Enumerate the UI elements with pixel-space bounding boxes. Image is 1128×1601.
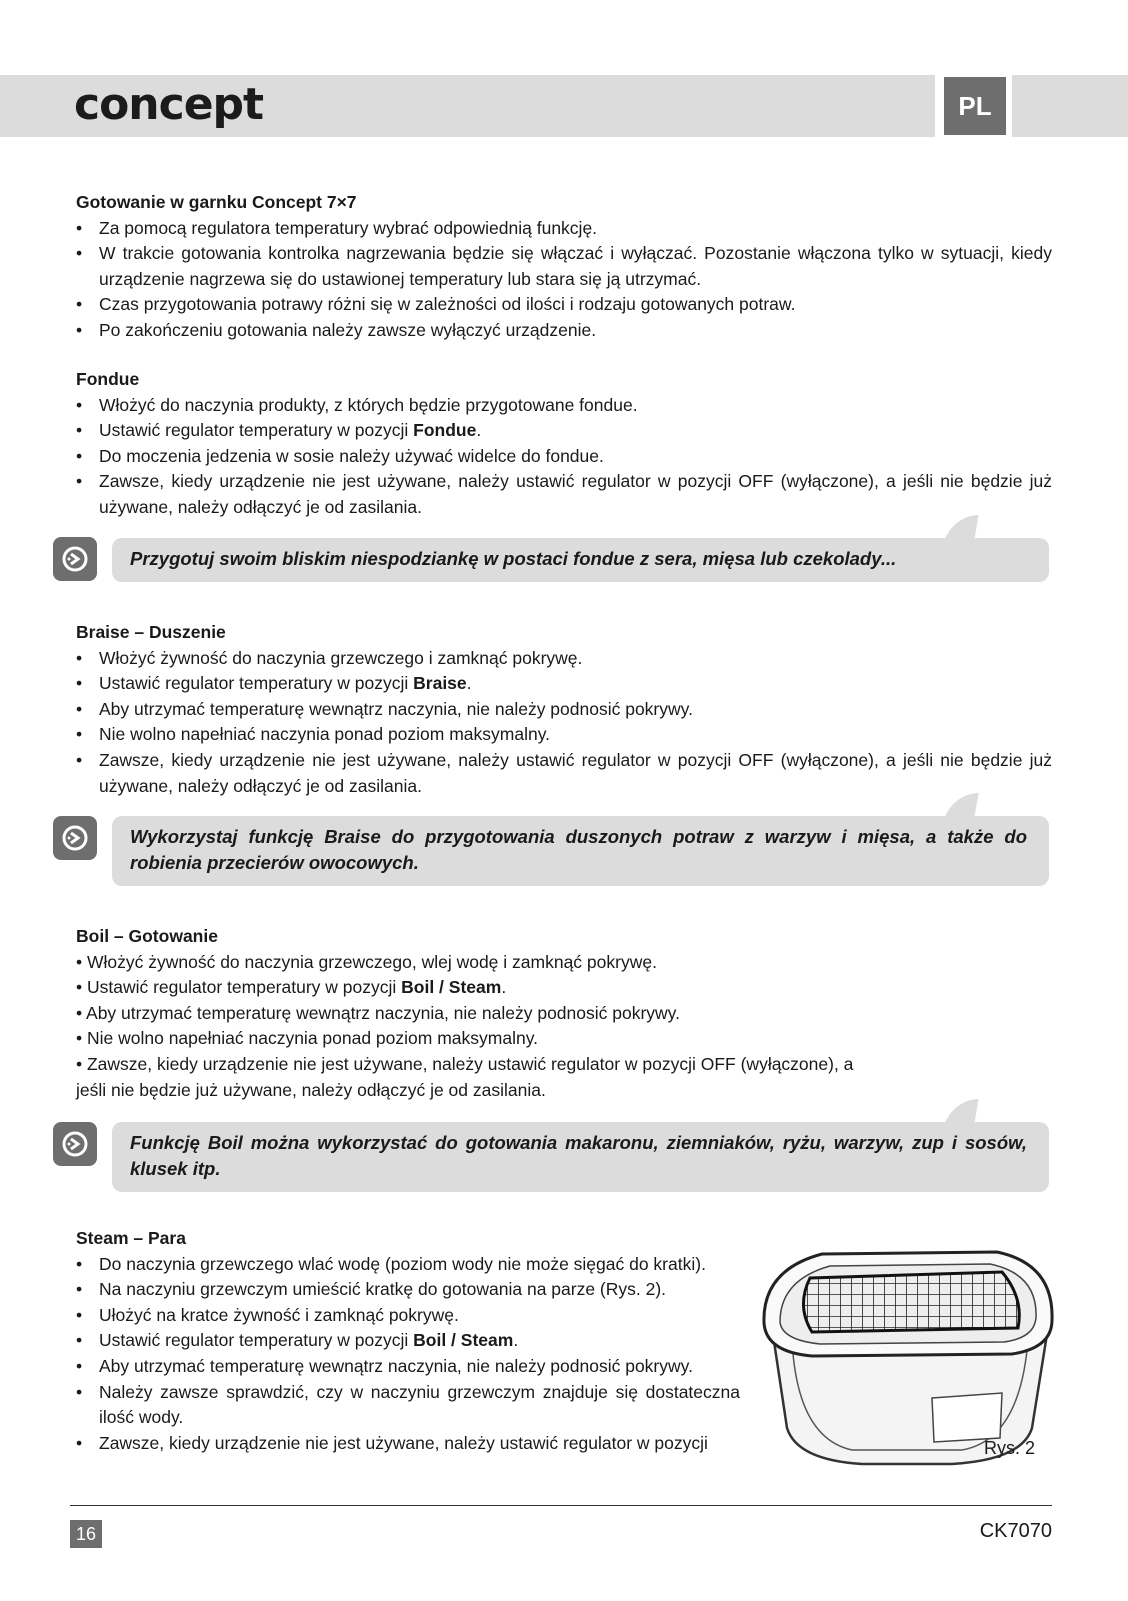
- list-item: • Ustawić regulator temperatury w pozycji Fondue.: [76, 418, 1052, 444]
- list-item: • Aby utrzymać temperaturę wewnątrz naczynia, nie należy podnosić pokrywy.: [76, 1354, 740, 1380]
- section-cooking: [76, 190, 1052, 344]
- list-item: • Aby utrzymać temperaturę wewnątrz naczynia, nie należy podnosić pokrywy.: [76, 1002, 680, 1023]
- section-boil: [76, 924, 1052, 1103]
- list-item: • Do moczenia jedzenia w sosie należy używać widelce do fondue.: [76, 444, 1052, 470]
- list-item: • Zawsze, kiedy urządzenie nie jest używane, należy ustawić regulator w pozycji OFF (wyłączone), a jeśli nie będzie już używane, należy odłączyć je od zasilania.: [76, 748, 1052, 799]
- list-item: • Na naczyniu grzewczym umieścić kratkę do gotowania na parze (Rys. 2).: [76, 1277, 740, 1303]
- list-item: • Ustawić regulator temperatury w pozycji Boil / Steam.: [76, 1328, 740, 1354]
- bullet-list: [76, 646, 1052, 800]
- list-item: • Zawsze, kiedy urządzenie nie jest używane, należy ustawić regulator w pozycji OFF (wyłączone), a: [76, 1053, 854, 1074]
- list-item: • Należy zawsze sprawdzić, czy w naczyniu grzewczym znajduje się dostateczna ilość wody.: [76, 1380, 740, 1431]
- bullet-list: [76, 216, 1052, 344]
- section-braise: [76, 620, 1052, 799]
- list-item: • Ułożyć na kratce żywność i zamknąć pokrywę.: [76, 1303, 740, 1329]
- section-title: Gotowanie w garnku Concept 7×7: [76, 192, 357, 212]
- tip-box-boil: Funkcję Boil można wykorzystać do gotowania makaronu, ziemniaków, ryżu, warzyw, zup i sosów, klusek itp.: [112, 1122, 1049, 1192]
- tip-arrow-icon: [53, 816, 97, 860]
- model-number: CK7070: [979, 1520, 1052, 1542]
- tip-arrow-icon: [53, 537, 97, 581]
- language-badge: PL: [944, 77, 1006, 135]
- list-item: • Ustawić regulator temperatury w pozycji Braise.: [76, 671, 1052, 697]
- list-item: • Włożyć żywność do naczynia grzewczego i zamknąć pokrywę.: [76, 646, 1052, 672]
- list-item: • Nie wolno napełniać naczynia ponad poziom maksymalny.: [76, 722, 1052, 748]
- footer-divider: [70, 1505, 1052, 1506]
- list-item-continuation: jeśli nie będzie już używane, należy odłączyć je od zasilania.: [76, 1079, 546, 1100]
- section-title: Fondue: [76, 369, 140, 389]
- section-title: Steam – Para: [76, 1228, 186, 1248]
- bullet-list: [76, 1252, 740, 1457]
- list-item: • Po zakończeniu gotowania należy zawsze wyłączyć urządzenie.: [76, 318, 1052, 344]
- list-item: • Aby utrzymać temperaturę wewnątrz naczynia, nie należy podnosić pokrywy.: [76, 697, 1052, 723]
- list-item: • Za pomocą regulatora temperatury wybrać odpowiednią funkcję.: [76, 216, 1052, 242]
- steam-rack-illustration: [752, 1228, 1062, 1468]
- list-item: • Włożyć do naczynia produkty, z których będzie przygotowane fondue.: [76, 393, 1052, 419]
- list-item: • Zawsze, kiedy urządzenie nie jest używane, należy ustawić regulator w pozycji OFF (wyłączone), a jeśli nie będzie już używane, należy odłączyć je od zasilania.: [76, 469, 1052, 520]
- section-title: Boil – Gotowanie: [76, 926, 218, 946]
- list-item: • Czas przygotowania potrawy różni się w zależności od ilości i rodzaju gotowanych potraw.: [76, 292, 1052, 318]
- list-item: • W trakcie gotowania kontrolka nagrzewania będzie się włączać i wyłączać. Pozostanie włączona tylko w sytuacji, kiedy urządzenie nagrzewa się do ustawionej temperatury lub stara się ją utrzymać.: [76, 241, 1052, 292]
- section-fondue: [76, 367, 1052, 521]
- list-item: • Włożyć żywność do naczynia grzewczego, wlej wodę i zamknąć pokrywę.: [76, 951, 657, 972]
- page-number: 16: [70, 1520, 102, 1548]
- tip-box-braise: Wykorzystaj funkcję Braise do przygotowania duszonych potraw z warzyw i mięsa, a także do robienia przecierów owocowych.: [112, 816, 1049, 886]
- brand-logo: concept: [74, 79, 264, 130]
- bullet-list: [76, 393, 1052, 521]
- figure-caption: Rys. 2: [984, 1438, 1036, 1458]
- section-title: Braise – Duszenie: [76, 622, 226, 642]
- tip-box-fondue: Przygotuj swoim bliskim niespodziankę w postaci fondue z sera, mięsa lub czekolady...: [112, 538, 1049, 582]
- list-item: • Nie wolno napełniać naczynia ponad poziom maksymalny.: [76, 1028, 539, 1049]
- header-bar-right: [1012, 75, 1128, 137]
- tip-arrow-icon: [53, 1122, 97, 1166]
- list-item: • Do naczynia grzewczego wlać wodę (poziom wody nie może sięgać do kratki).: [76, 1252, 740, 1278]
- section-steam: [76, 1226, 740, 1456]
- list-item: • Ustawić regulator temperatury w pozycji Boil / Steam.: [76, 977, 507, 998]
- list-item: • Zawsze, kiedy urządzenie nie jest używane, należy ustawić regulator w pozycji: [76, 1431, 740, 1457]
